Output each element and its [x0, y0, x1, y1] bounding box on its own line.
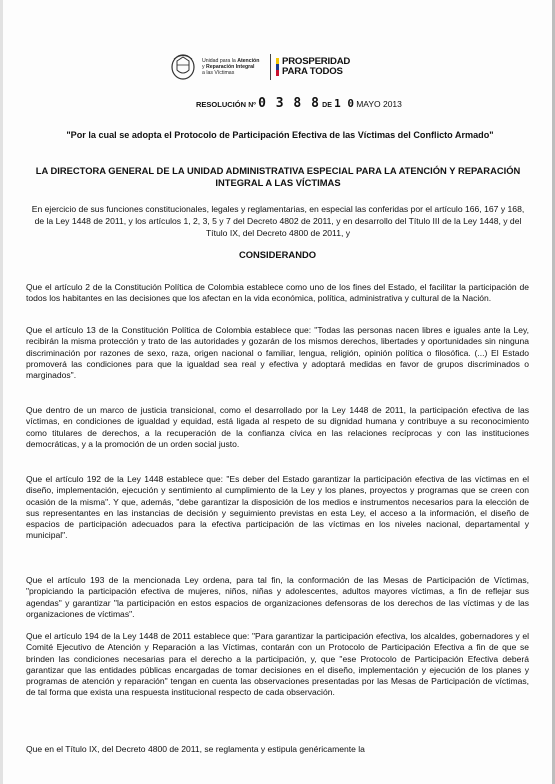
considerando-paragraph-4: Que el artículo 192 de la Ley 1448 establece que: "Es deber del Estado garantizar la participación efectiva de las víctimas en el diseño, implementación, ejecución y sentimiento al cumplimiento de la Ley y los planes, proyectos y programas que se creen con ocasión de la misma". Y que, además, "debe garantizar la disposición de los medios e instrumentos necesarios para la elección de sus representantes en las instancias de decisión y seguimiento previstas en esta Ley, el acceso a la información, el diseño de espacios de participación adecuados para la efectiva participación de las víctimas en los niveles nacional, departamental y municipal". — [26, 474, 529, 541]
resolution-no: Nº — [248, 102, 256, 109]
considerando-paragraph-5: Que el artículo 193 de la mencionada Ley ordena, para tal fin, la conformación de las Mesas de Participación de Víctimas, "propiciando la participación efectiva de mujeres, niños, niñas y adolescentes, adultos mayores víctimas, a fin de reflejar sus agendas" y garantizar "la participación en estos espacios de organizaciones defensoras de los derechos de las víctimas y de las organizaciones de víctimas". — [26, 575, 529, 619]
slogan-line1: PROSPERIDAD — [282, 56, 351, 67]
header-divider — [270, 54, 271, 80]
issuer-heading: LA DIRECTORA GENERAL DE LA UNIDAD ADMINISTRATIVA ESPECIAL PARA LA ATENCIÓN Y REPARACIÓN INTEGRAL A LAS VÍCTIMAS — [35, 165, 521, 188]
resolution-number: 0 3 8 8 — [258, 96, 320, 111]
resolution-month-year: MAYO 2013 — [356, 99, 402, 109]
slogan-logo — [276, 57, 350, 77]
resolution-day: 1 0 — [334, 97, 354, 110]
considerando-paragraph-7: Que en el Título IX, del Decreto 4800 de 2011, se reglamenta y estipula genéricamente la — [26, 744, 365, 754]
considerando-paragraph-3: Que dentro de un marco de justicia transicional, como el desarrollado por la Ley 1448 de 2011, la participación efectiva de las víctimas, en condiciones de igualdad y equidad, está ligada al respeto de su dignidad humana y contribuye a su reconocimiento como titulares de derechos, a la recuperación de la confianza cívica en las relaciones recíprocas y con las instituciones democráticas, y a la promoción de un orden social justo. — [26, 405, 529, 449]
scan-edge-left — [0, 0, 3, 784]
considerando-heading: CONSIDERANDO — [238, 249, 317, 260]
colombia-seal-icon — [170, 53, 196, 81]
unit-name: Unidad para la Atención y Reparación Integral a las Víctimas — [202, 58, 260, 76]
considerando-paragraph-2: Que el artículo 13 de la Constitución Política de Colombia establece que: "Todas las personas nacen libres e iguales ante la Ley, recibirán la misma protección y trato de las autoridades y gozarán de los mismos derechos, libertades y oportunidades sin ninguna discriminación por razones de sexo, raza, origen nacional o familiar, lengua, religión, opinión política o filosófica. (...) El Estado promoverá las condiciones para que la igualdad sea real y efectiva y adoptará medidas en favor de grupos discriminados o marginados". — [26, 325, 529, 381]
flag-bars-icon — [276, 58, 279, 76]
considerando-paragraph-6: Que el artículo 194 de la Ley 1448 de 2011 establece que: "Para garantizar la participación efectiva, los alcaldes, gobernadores y el Comité Ejecutivo de Atención y Reparación a las Víctimas, contarán con un Protocolo de Participación Efectiva a fin de que se brinden las condiciones necesarias para el derecho a la participación, y, que "ese Protocolo de Participación Efectiva deberá garantizar que las entidades públicas encargadas de tomar decisiones en el diseño, implementación y ejecución de los planes y programas de atención y reparación" tengan en cuenta las observaciones presentadas por las Mesas de Participación de víctimas, de tal forma que exista una respuesta institucional respecto de cada observación. — [26, 631, 529, 698]
considerando-paragraph-1: Que el artículo 2 de la Constitución Política de Colombia establece como uno de los fines del Estado, el facilitar la participación de todos los habitantes en las decisiones que los afectan en la vida económica, política, administrativa y cultural de la Nación. — [26, 282, 529, 304]
letterhead — [170, 50, 400, 84]
powers-paragraph: En ejercicio de sus funciones constitucionales, legales y reglamentarias, en especial las conferidas por el artículo 166, 167 y 168, de la Ley 1448 de 2011, y los artículos 1, 2, 3, 5 y 7 del Decreto 4802 de 2011, y en desarrollo del Título III de la Ley 1448, y del Título IX, del Decreto 4800 de 2011, y — [31, 204, 525, 238]
resolution-label: RESOLUCIÓN — [196, 100, 247, 109]
resolution-de: DE — [322, 102, 332, 109]
document-title: "Por la cual se adopta el Protocolo de Participación Efectiva de las Víctimas del Conflicto Armado" — [66, 130, 494, 140]
resolution-line — [196, 96, 426, 111]
slogan-line2: PARA TODOS — [282, 66, 343, 77]
